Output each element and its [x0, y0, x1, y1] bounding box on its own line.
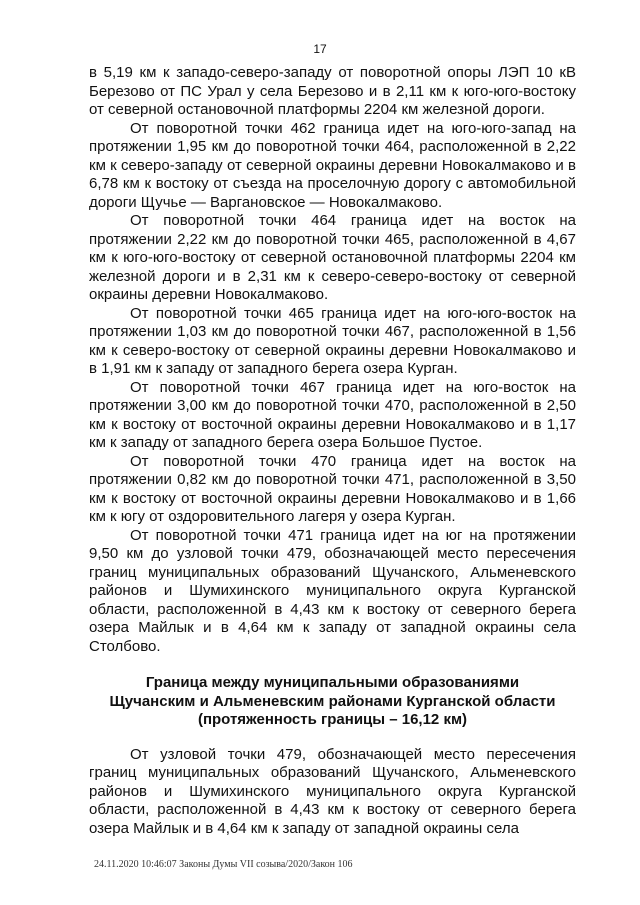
paragraph: От поворотной точки 471 граница идет на юг на протяжении 9,50 км до узловой точки 479, обозначающей место пересечения границ муниципальных образований Щучанского, Альменевского районов и Шумихинского муниципального округа Курганской области, расположенной в 4,43 км к востоку от северного берега озера Майлык и в 4,64 км к западу от западной окраины села Столбово. [89, 526, 576, 655]
section-heading-line: (протяженность границы – 16,12 км) [197, 711, 468, 728]
section-heading-line: Граница между муниципальными образованиями [145, 674, 520, 691]
paragraph: в 5,19 км к западо-северо-западу от поворотной опоры ЛЭП 10 кВ Березово от ПС Урал у села Березово и в 2,11 км к юго-юго-востоку от северной остановочной платформы 2204 км железной дороги. [89, 64, 576, 118]
paragraph: От узловой точки 479, обозначающей место пересечения границ муниципальных образований Щучанского, Альменевского районов и Шумихинского муниципального округа Курганской области, расположенной в 4,43 км к востоку от северного берега озера Майлык и в 4,64 км к западу от западной окраины села [89, 745, 576, 837]
paragraph: От поворотной точки 462 граница идет на юго-юго-запад на протяжении 1,95 км до поворотной точки 464, расположенной в 2,22 км к северо-западу от северной окраины деревни Новокалмаково и в 6,78 км к востоку от съезда на проселочную дорогу с автомобильной дороги Щучье — Варгановское — Новокалмаково. [89, 119, 576, 211]
paragraph: От поворотной точки 467 граница идет на юго-восток на протяжении 3,00 км до поворотной точки 470, расположенной в 2,50 км к востоку от восточной окраины деревни Новокалмаково и в 1,17 км к западу от западного берега озера Большое Пустое. [89, 378, 576, 451]
paragraph: От поворотной точки 465 граница идет на юго-юго-восток на протяжении 1,03 км до поворотной точки 467, расположенной в 1,56 км к северо-востоку от северной окраины деревни Новокалмаково и в 1,91 км к западу от западного берега озера Курган. [89, 304, 576, 377]
page-number: 17 [313, 42, 327, 56]
document-footer: 24.11.2020 10:46:07 Законы Думы VII созыва/2020/Закон 106 [94, 859, 353, 870]
document-body [89, 64, 576, 838]
section-heading [89, 674, 576, 730]
paragraph: От поворотной точки 464 граница идет на восток на протяжении 2,22 км до поворотной точки 465, расположенной в 4,67 км к юго-юго-востоку от северной остановочной платформы 2204 км железной дороги и в 2,31 км к северо-северо-востоку от северной окраины деревни Новокалмаково. [89, 212, 576, 303]
section-heading-line: Щучанским и Альменевским районами Курганской области [109, 692, 556, 710]
paragraph: От поворотной точки 470 граница идет на восток на протяжении 0,82 км до поворотной точки 471, расположенной в 3,50 км к востоку от восточной окраины деревни Новокалмаково и в 1,66 км к югу от оздоровительного лагеря у озера Курган. [89, 452, 576, 525]
